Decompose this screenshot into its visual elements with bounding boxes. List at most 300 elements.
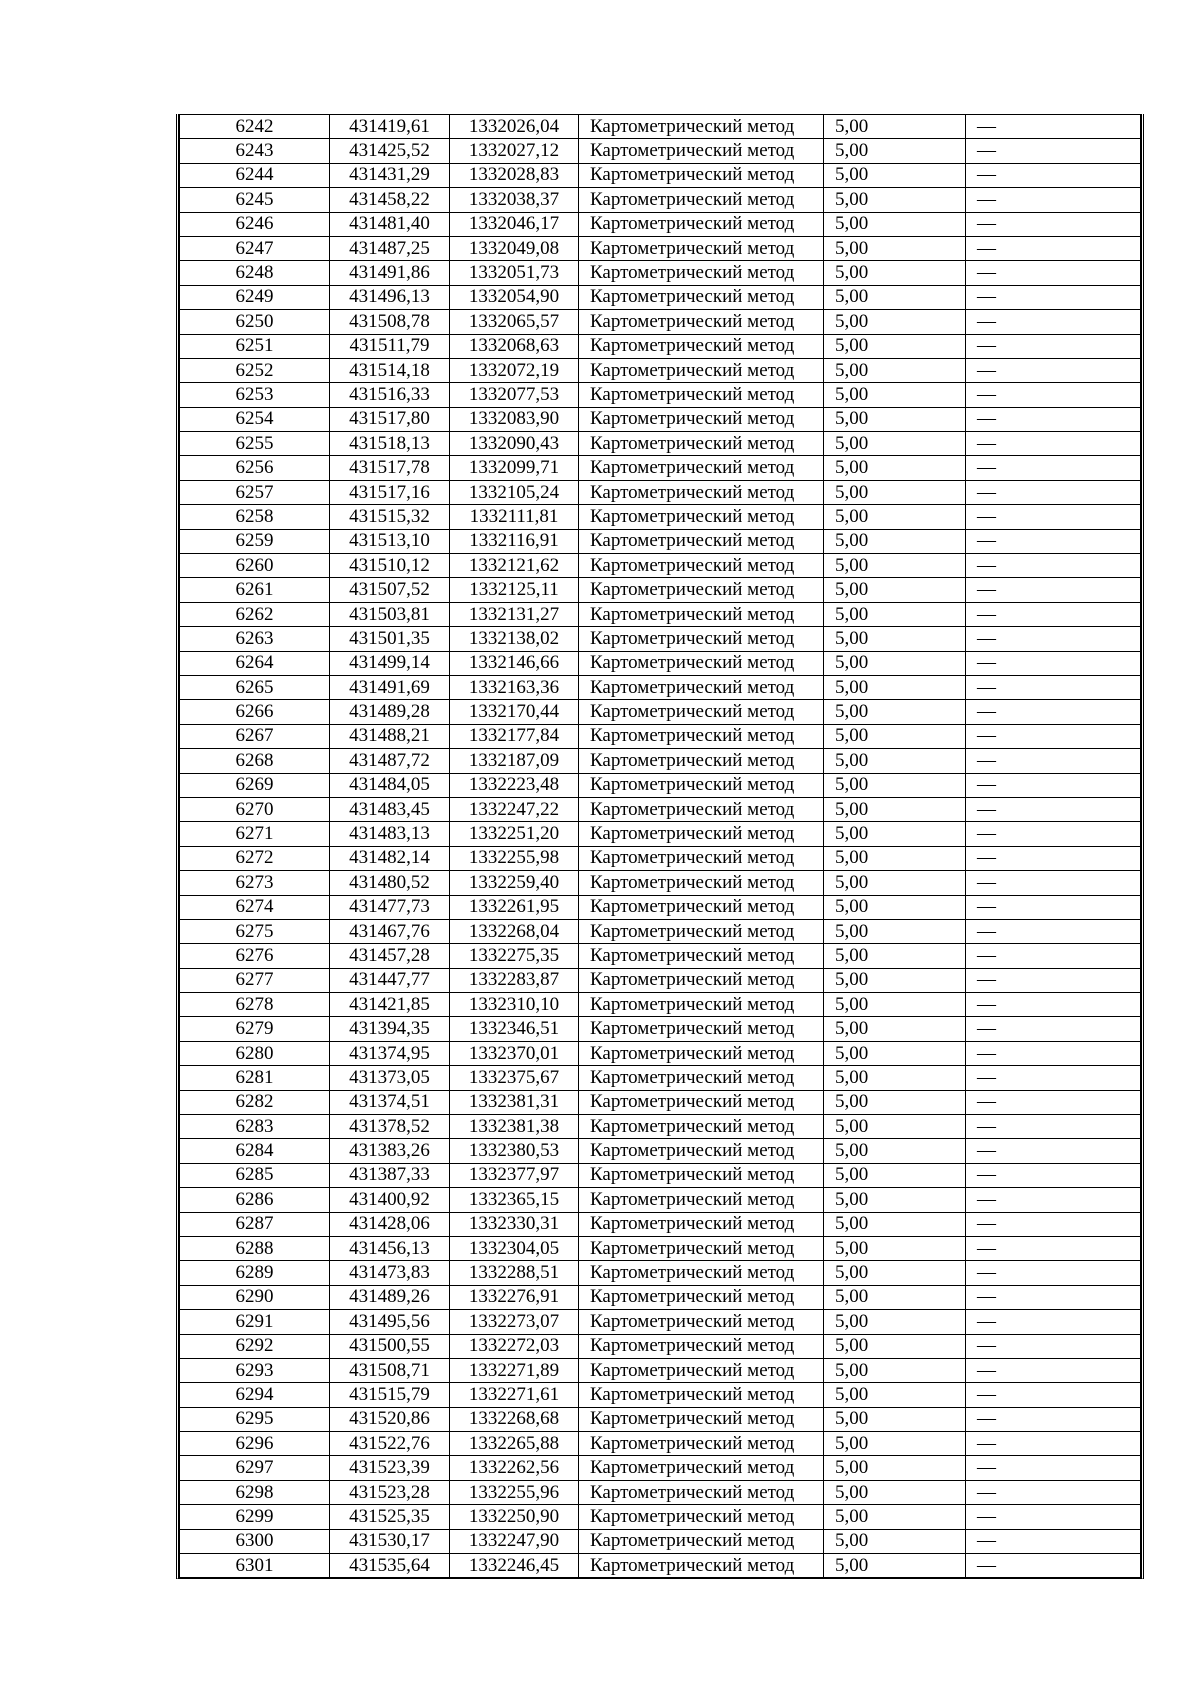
x-coordinate-cell: 431516,33 <box>330 383 450 407</box>
method-cell: Картометрический метод <box>579 1407 824 1431</box>
method-cell: Картометрический метод <box>579 895 824 919</box>
x-coordinate-cell: 431484,05 <box>330 773 450 797</box>
point-number-cell: 6290 <box>180 1285 330 1309</box>
accuracy-cell: 5,00 <box>824 383 966 407</box>
accuracy-cell: 5,00 <box>824 1090 966 1114</box>
table-row <box>180 358 1141 382</box>
note-cell: — <box>966 1456 1141 1480</box>
accuracy-cell: 5,00 <box>824 968 966 992</box>
accuracy-cell: 5,00 <box>824 358 966 382</box>
x-coordinate-cell: 431517,16 <box>330 480 450 504</box>
accuracy-cell: 5,00 <box>824 822 966 846</box>
method-cell: Картометрический метод <box>579 602 824 626</box>
point-number-cell: 6294 <box>180 1383 330 1407</box>
table-row <box>180 1334 1141 1358</box>
table-row <box>180 480 1141 504</box>
accuracy-cell: 5,00 <box>824 773 966 797</box>
y-coordinate-cell: 1332046,17 <box>450 212 579 236</box>
x-coordinate-cell: 431488,21 <box>330 724 450 748</box>
y-coordinate-cell: 1332065,57 <box>450 310 579 334</box>
table-row <box>180 407 1141 431</box>
point-number-cell: 6271 <box>180 822 330 846</box>
table-row <box>180 1212 1141 1236</box>
note-cell: — <box>966 1554 1141 1578</box>
note-cell: — <box>966 919 1141 943</box>
x-coordinate-cell: 431487,25 <box>330 236 450 260</box>
table-row <box>180 554 1141 578</box>
accuracy-cell: 5,00 <box>824 212 966 236</box>
x-coordinate-cell: 431499,14 <box>330 651 450 675</box>
point-number-cell: 6260 <box>180 554 330 578</box>
y-coordinate-cell: 1332038,37 <box>450 188 579 212</box>
method-cell: Картометрический метод <box>579 480 824 504</box>
table-row <box>180 383 1141 407</box>
method-cell: Картометрический метод <box>579 432 824 456</box>
method-cell: Картометрический метод <box>579 1334 824 1358</box>
y-coordinate-cell: 1332054,90 <box>450 285 579 309</box>
table-row <box>180 1017 1141 1041</box>
method-cell: Картометрический метод <box>579 1432 824 1456</box>
note-cell: — <box>966 1066 1141 1090</box>
point-number-cell: 6278 <box>180 993 330 1017</box>
x-coordinate-cell: 431374,95 <box>330 1041 450 1065</box>
table-row <box>180 1554 1141 1578</box>
method-cell: Картометрический метод <box>579 1115 824 1139</box>
x-coordinate-cell: 431515,79 <box>330 1383 450 1407</box>
table-row <box>180 846 1141 870</box>
accuracy-cell: 5,00 <box>824 846 966 870</box>
method-cell: Картометрический метод <box>579 846 824 870</box>
point-number-cell: 6245 <box>180 188 330 212</box>
y-coordinate-cell: 1332083,90 <box>450 407 579 431</box>
accuracy-cell: 5,00 <box>824 1212 966 1236</box>
table-row <box>180 578 1141 602</box>
accuracy-cell: 5,00 <box>824 1139 966 1163</box>
y-coordinate-cell: 1332261,95 <box>450 895 579 919</box>
y-coordinate-cell: 1332131,27 <box>450 602 579 626</box>
point-number-cell: 6287 <box>180 1212 330 1236</box>
point-number-cell: 6249 <box>180 285 330 309</box>
table-row <box>180 1188 1141 1212</box>
x-coordinate-cell: 431514,18 <box>330 358 450 382</box>
point-number-cell: 6285 <box>180 1163 330 1187</box>
note-cell: — <box>966 358 1141 382</box>
point-number-cell: 6259 <box>180 529 330 553</box>
method-cell: Картометрический метод <box>579 1212 824 1236</box>
note-cell: — <box>966 236 1141 260</box>
x-coordinate-cell: 431501,35 <box>330 627 450 651</box>
x-coordinate-cell: 431473,83 <box>330 1261 450 1285</box>
note-cell: — <box>966 115 1141 139</box>
method-cell: Картометрический метод <box>579 115 824 139</box>
y-coordinate-cell: 1332111,81 <box>450 505 579 529</box>
note-cell: — <box>966 456 1141 480</box>
point-number-cell: 6247 <box>180 236 330 260</box>
y-coordinate-cell: 1332247,22 <box>450 797 579 821</box>
table-row <box>180 1041 1141 1065</box>
method-cell: Картометрический метод <box>579 919 824 943</box>
note-cell: — <box>966 1115 1141 1139</box>
note-cell: — <box>966 578 1141 602</box>
method-cell: Картометрический метод <box>579 212 824 236</box>
note-cell: — <box>966 505 1141 529</box>
y-coordinate-cell: 1332049,08 <box>450 236 579 260</box>
accuracy-cell: 5,00 <box>824 236 966 260</box>
note-cell: — <box>966 1163 1141 1187</box>
table-row <box>180 1236 1141 1260</box>
accuracy-cell: 5,00 <box>824 1261 966 1285</box>
note-cell: — <box>966 675 1141 699</box>
x-coordinate-cell: 431400,92 <box>330 1188 450 1212</box>
accuracy-cell: 5,00 <box>824 188 966 212</box>
table-row <box>180 1090 1141 1114</box>
x-coordinate-cell: 431431,29 <box>330 163 450 187</box>
y-coordinate-cell: 1332259,40 <box>450 871 579 895</box>
y-coordinate-cell: 1332125,11 <box>450 578 579 602</box>
point-number-cell: 6269 <box>180 773 330 797</box>
method-cell: Картометрический метод <box>579 651 824 675</box>
point-number-cell: 6253 <box>180 383 330 407</box>
note-cell: — <box>966 1480 1141 1504</box>
x-coordinate-cell: 431489,28 <box>330 700 450 724</box>
accuracy-cell: 5,00 <box>824 139 966 163</box>
x-coordinate-cell: 431523,39 <box>330 1456 450 1480</box>
accuracy-cell: 5,00 <box>824 1310 966 1334</box>
point-number-cell: 6244 <box>180 163 330 187</box>
table-row <box>180 334 1141 358</box>
accuracy-cell: 5,00 <box>824 310 966 334</box>
y-coordinate-cell: 1332027,12 <box>450 139 579 163</box>
note-cell: — <box>966 163 1141 187</box>
method-cell: Картометрический метод <box>579 285 824 309</box>
accuracy-cell: 5,00 <box>824 1480 966 1504</box>
method-cell: Картометрический метод <box>579 627 824 651</box>
y-coordinate-cell: 1332272,03 <box>450 1334 579 1358</box>
y-coordinate-cell: 1332099,71 <box>450 456 579 480</box>
note-cell: — <box>966 139 1141 163</box>
table-row <box>180 236 1141 260</box>
point-number-cell: 6262 <box>180 602 330 626</box>
table-row <box>180 1480 1141 1504</box>
point-number-cell: 6281 <box>180 1066 330 1090</box>
accuracy-cell: 5,00 <box>824 993 966 1017</box>
x-coordinate-cell: 431394,35 <box>330 1017 450 1041</box>
point-number-cell: 6248 <box>180 261 330 285</box>
accuracy-cell: 5,00 <box>824 1188 966 1212</box>
note-cell: — <box>966 773 1141 797</box>
point-number-cell: 6291 <box>180 1310 330 1334</box>
point-number-cell: 6266 <box>180 700 330 724</box>
table-row <box>180 1383 1141 1407</box>
table-row <box>180 724 1141 748</box>
point-number-cell: 6283 <box>180 1115 330 1139</box>
y-coordinate-cell: 1332163,36 <box>450 675 579 699</box>
accuracy-cell: 5,00 <box>824 1041 966 1065</box>
point-number-cell: 6297 <box>180 1456 330 1480</box>
method-cell: Картометрический метод <box>579 675 824 699</box>
accuracy-cell: 5,00 <box>824 944 966 968</box>
x-coordinate-cell: 431373,05 <box>330 1066 450 1090</box>
x-coordinate-cell: 431518,13 <box>330 432 450 456</box>
x-coordinate-cell: 431456,13 <box>330 1236 450 1260</box>
x-coordinate-cell: 431483,13 <box>330 822 450 846</box>
accuracy-cell: 5,00 <box>824 407 966 431</box>
point-number-cell: 6263 <box>180 627 330 651</box>
method-cell: Картометрический метод <box>579 700 824 724</box>
method-cell: Картометрический метод <box>579 1310 824 1334</box>
x-coordinate-cell: 431477,73 <box>330 895 450 919</box>
method-cell: Картометрический метод <box>579 1358 824 1382</box>
method-cell: Картометрический метод <box>579 1017 824 1041</box>
note-cell: — <box>966 1334 1141 1358</box>
point-number-cell: 6252 <box>180 358 330 382</box>
table-row <box>180 261 1141 285</box>
note-cell: — <box>966 1383 1141 1407</box>
method-cell: Картометрический метод <box>579 944 824 968</box>
note-cell: — <box>966 871 1141 895</box>
point-number-cell: 6267 <box>180 724 330 748</box>
table-row <box>180 822 1141 846</box>
method-cell: Картометрический метод <box>579 578 824 602</box>
accuracy-cell: 5,00 <box>824 1383 966 1407</box>
x-coordinate-cell: 431500,55 <box>330 1334 450 1358</box>
note-cell: — <box>966 846 1141 870</box>
point-number-cell: 6286 <box>180 1188 330 1212</box>
table-row <box>180 456 1141 480</box>
y-coordinate-cell: 1332246,45 <box>450 1554 579 1578</box>
note-cell: — <box>966 895 1141 919</box>
note-cell: — <box>966 724 1141 748</box>
x-coordinate-cell: 431511,79 <box>330 334 450 358</box>
y-coordinate-cell: 1332138,02 <box>450 627 579 651</box>
point-number-cell: 6243 <box>180 139 330 163</box>
x-coordinate-cell: 431513,10 <box>330 529 450 553</box>
point-number-cell: 6268 <box>180 749 330 773</box>
table-row <box>180 1310 1141 1334</box>
y-coordinate-cell: 1332268,68 <box>450 1407 579 1431</box>
note-cell: — <box>966 432 1141 456</box>
method-cell: Картометрический метод <box>579 822 824 846</box>
method-cell: Картометрический метод <box>579 1188 824 1212</box>
point-number-cell: 6295 <box>180 1407 330 1431</box>
x-coordinate-cell: 431383,26 <box>330 1139 450 1163</box>
method-cell: Картометрический метод <box>579 505 824 529</box>
accuracy-cell: 5,00 <box>824 651 966 675</box>
method-cell: Картометрический метод <box>579 554 824 578</box>
note-cell: — <box>966 944 1141 968</box>
point-number-cell: 6279 <box>180 1017 330 1041</box>
accuracy-cell: 5,00 <box>824 432 966 456</box>
accuracy-cell: 5,00 <box>824 675 966 699</box>
y-coordinate-cell: 1332271,89 <box>450 1358 579 1382</box>
point-number-cell: 6272 <box>180 846 330 870</box>
x-coordinate-cell: 431480,52 <box>330 871 450 895</box>
x-coordinate-cell: 431421,85 <box>330 993 450 1017</box>
y-coordinate-cell: 1332380,53 <box>450 1139 579 1163</box>
method-cell: Картометрический метод <box>579 1163 824 1187</box>
point-number-cell: 6270 <box>180 797 330 821</box>
method-cell: Картометрический метод <box>579 1383 824 1407</box>
method-cell: Картометрический метод <box>579 749 824 773</box>
method-cell: Картометрический метод <box>579 773 824 797</box>
method-cell: Картометрический метод <box>579 871 824 895</box>
y-coordinate-cell: 1332068,63 <box>450 334 579 358</box>
coordinates-table <box>176 114 1144 1579</box>
x-coordinate-cell: 431525,35 <box>330 1505 450 1529</box>
x-coordinate-cell: 431457,28 <box>330 944 450 968</box>
point-number-cell: 6264 <box>180 651 330 675</box>
x-coordinate-cell: 431374,51 <box>330 1090 450 1114</box>
accuracy-cell: 5,00 <box>824 1407 966 1431</box>
method-cell: Картометрический метод <box>579 310 824 334</box>
table-row <box>180 1163 1141 1187</box>
accuracy-cell: 5,00 <box>824 505 966 529</box>
y-coordinate-cell: 1332146,66 <box>450 651 579 675</box>
y-coordinate-cell: 1332381,31 <box>450 1090 579 1114</box>
y-coordinate-cell: 1332255,96 <box>450 1480 579 1504</box>
accuracy-cell: 5,00 <box>824 529 966 553</box>
x-coordinate-cell: 431378,52 <box>330 1115 450 1139</box>
accuracy-cell: 5,00 <box>824 115 966 139</box>
note-cell: — <box>966 627 1141 651</box>
x-coordinate-cell: 431425,52 <box>330 139 450 163</box>
y-coordinate-cell: 1332187,09 <box>450 749 579 773</box>
table-row <box>180 675 1141 699</box>
point-number-cell: 6282 <box>180 1090 330 1114</box>
y-coordinate-cell: 1332255,98 <box>450 846 579 870</box>
accuracy-cell: 5,00 <box>824 1163 966 1187</box>
x-coordinate-cell: 431507,52 <box>330 578 450 602</box>
accuracy-cell: 5,00 <box>824 700 966 724</box>
method-cell: Картометрический метод <box>579 1066 824 1090</box>
y-coordinate-cell: 1332247,90 <box>450 1529 579 1553</box>
note-cell: — <box>966 529 1141 553</box>
table-row <box>180 188 1141 212</box>
method-cell: Картометрический метод <box>579 968 824 992</box>
note-cell: — <box>966 1139 1141 1163</box>
point-number-cell: 6258 <box>180 505 330 529</box>
accuracy-cell: 5,00 <box>824 1432 966 1456</box>
table-row <box>180 602 1141 626</box>
y-coordinate-cell: 1332268,04 <box>450 919 579 943</box>
method-cell: Картометрический метод <box>579 1505 824 1529</box>
note-cell: — <box>966 1529 1141 1553</box>
accuracy-cell: 5,00 <box>824 1334 966 1358</box>
y-coordinate-cell: 1332288,51 <box>450 1261 579 1285</box>
point-number-cell: 6280 <box>180 1041 330 1065</box>
accuracy-cell: 5,00 <box>824 1358 966 1382</box>
table-row <box>180 944 1141 968</box>
note-cell: — <box>966 700 1141 724</box>
note-cell: — <box>966 1017 1141 1041</box>
note-cell: — <box>966 1212 1141 1236</box>
y-coordinate-cell: 1332116,91 <box>450 529 579 553</box>
method-cell: Картометрический метод <box>579 993 824 1017</box>
method-cell: Картометрический метод <box>579 139 824 163</box>
method-cell: Картометрический метод <box>579 188 824 212</box>
method-cell: Картометрический метод <box>579 383 824 407</box>
accuracy-cell: 5,00 <box>824 797 966 821</box>
accuracy-cell: 5,00 <box>824 919 966 943</box>
table-row <box>180 115 1141 139</box>
method-cell: Картометрический метод <box>579 334 824 358</box>
table-row <box>180 139 1141 163</box>
note-cell: — <box>966 749 1141 773</box>
accuracy-cell: 5,00 <box>824 285 966 309</box>
coordinates-table-grid <box>179 114 1141 1578</box>
method-cell: Картометрический метод <box>579 1139 824 1163</box>
y-coordinate-cell: 1332271,61 <box>450 1383 579 1407</box>
accuracy-cell: 5,00 <box>824 554 966 578</box>
x-coordinate-cell: 431489,26 <box>330 1285 450 1309</box>
x-coordinate-cell: 431496,13 <box>330 285 450 309</box>
accuracy-cell: 5,00 <box>824 602 966 626</box>
method-cell: Картометрический метод <box>579 1554 824 1578</box>
point-number-cell: 6289 <box>180 1261 330 1285</box>
table-row <box>180 505 1141 529</box>
note-cell: — <box>966 480 1141 504</box>
note-cell: — <box>966 993 1141 1017</box>
x-coordinate-cell: 431487,72 <box>330 749 450 773</box>
method-cell: Картометрический метод <box>579 1480 824 1504</box>
y-coordinate-cell: 1332028,83 <box>450 163 579 187</box>
point-number-cell: 6250 <box>180 310 330 334</box>
table-row <box>180 895 1141 919</box>
y-coordinate-cell: 1332265,88 <box>450 1432 579 1456</box>
accuracy-cell: 5,00 <box>824 895 966 919</box>
point-number-cell: 6255 <box>180 432 330 456</box>
method-cell: Картометрический метод <box>579 236 824 260</box>
table-row <box>180 1139 1141 1163</box>
point-number-cell: 6246 <box>180 212 330 236</box>
note-cell: — <box>966 602 1141 626</box>
note-cell: — <box>966 1358 1141 1382</box>
y-coordinate-cell: 1332072,19 <box>450 358 579 382</box>
point-number-cell: 6301 <box>180 1554 330 1578</box>
point-number-cell: 6275 <box>180 919 330 943</box>
point-number-cell: 6293 <box>180 1358 330 1382</box>
point-number-cell: 6261 <box>180 578 330 602</box>
table-row <box>180 310 1141 334</box>
y-coordinate-cell: 1332105,24 <box>450 480 579 504</box>
note-cell: — <box>966 1261 1141 1285</box>
y-coordinate-cell: 1332330,31 <box>450 1212 579 1236</box>
method-cell: Картометрический метод <box>579 797 824 821</box>
x-coordinate-cell: 431520,86 <box>330 1407 450 1431</box>
x-coordinate-cell: 431530,17 <box>330 1529 450 1553</box>
x-coordinate-cell: 431515,32 <box>330 505 450 529</box>
note-cell: — <box>966 383 1141 407</box>
method-cell: Картометрический метод <box>579 358 824 382</box>
y-coordinate-cell: 1332304,05 <box>450 1236 579 1260</box>
y-coordinate-cell: 1332276,91 <box>450 1285 579 1309</box>
y-coordinate-cell: 1332365,15 <box>450 1188 579 1212</box>
x-coordinate-cell: 431491,69 <box>330 675 450 699</box>
accuracy-cell: 5,00 <box>824 1456 966 1480</box>
table-row <box>180 651 1141 675</box>
y-coordinate-cell: 1332275,35 <box>450 944 579 968</box>
accuracy-cell: 5,00 <box>824 1115 966 1139</box>
table-row <box>180 1066 1141 1090</box>
table-row <box>180 797 1141 821</box>
table-row <box>180 627 1141 651</box>
x-coordinate-cell: 431508,71 <box>330 1358 450 1382</box>
table-row <box>180 1529 1141 1553</box>
accuracy-cell: 5,00 <box>824 1554 966 1578</box>
x-coordinate-cell: 431522,76 <box>330 1432 450 1456</box>
accuracy-cell: 5,00 <box>824 749 966 773</box>
table-row <box>180 773 1141 797</box>
